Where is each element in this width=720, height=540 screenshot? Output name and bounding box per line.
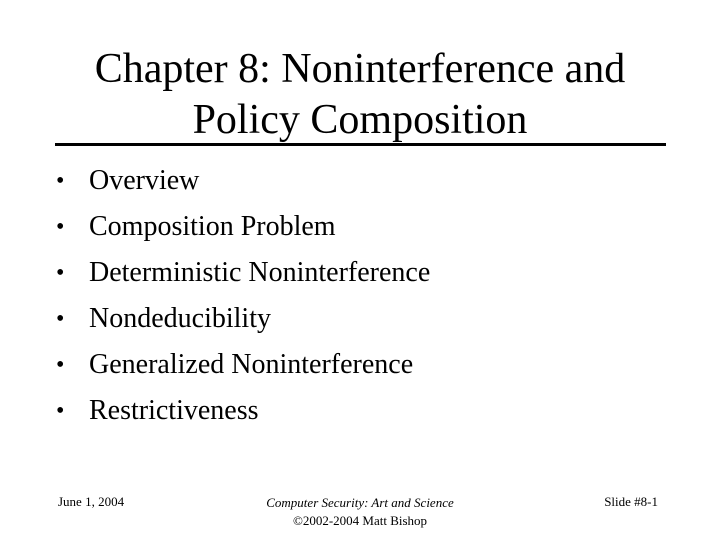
bullet-icon: • (56, 214, 65, 240)
bullet-item-generalized-noninterference (56, 342, 430, 388)
bullet-text: Overview (89, 165, 200, 196)
slide-title-line-1: Chapter 8: Noninterference and (94, 46, 626, 92)
footer-slide-number: Slide #8-1 (604, 494, 658, 509)
footer-copyright: ©2002-2004 Matt Bishop (292, 513, 428, 528)
bullet-icon: • (56, 168, 65, 194)
bullet-text: Restrictiveness (89, 395, 259, 426)
bullet-item-overview (56, 158, 430, 204)
bullet-icon: • (56, 306, 65, 332)
bullet-text: Nondeducibility (89, 303, 271, 334)
slide-title-line-2: Policy Composition (192, 97, 528, 143)
slide-title (40, 44, 680, 146)
bullet-text: Generalized Noninterference (89, 349, 414, 380)
footer-book-title: Computer Security: Art and Science (266, 495, 454, 510)
bullet-list (56, 158, 430, 434)
bullet-icon: • (56, 398, 65, 424)
bullet-text: Composition Problem (89, 211, 336, 242)
bullet-item-composition-problem (56, 204, 430, 250)
footer-date: June 1, 2004 (58, 494, 125, 509)
bullet-icon: • (56, 260, 65, 286)
bullet-icon: • (56, 352, 65, 378)
bullet-text: Deterministic Noninterference (89, 257, 431, 288)
bullet-item-deterministic-noninterference (56, 250, 430, 296)
title-underline-divider (55, 143, 666, 146)
footer-book-info (210, 494, 510, 530)
bullet-item-nondeducibility (56, 296, 430, 342)
bullet-item-restrictiveness (56, 388, 430, 434)
